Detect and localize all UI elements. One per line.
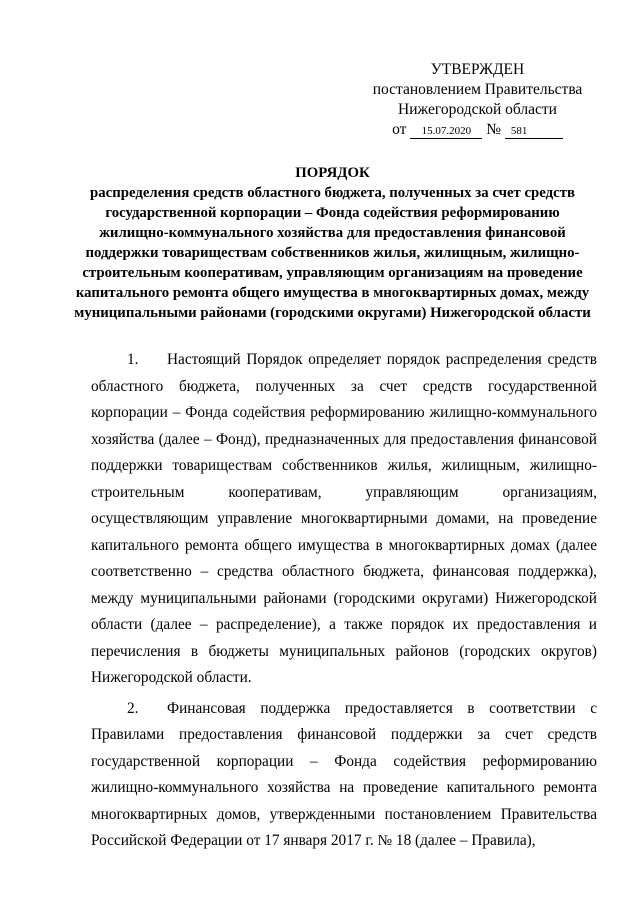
approval-stamp [350, 60, 605, 140]
paragraph [91, 696, 597, 855]
approval-decree-line: постановлением Правительства [372, 81, 583, 98]
document-title [70, 163, 595, 323]
title-heading: ПОРЯДОК [295, 165, 370, 181]
paragraph-text: Финансовая поддержка предоставляется в соответствии с Правилами предоставления финансовой поддержки за счет средств государственной корпорации – Фонда содействия реформированию жилищно-коммунального хозяйства на проведение капитального ремонта многоквартирных домов, утвержденными постановлением Правительства Российской Федерации от 17 января 2017 г. № 18 (далее – Правила), [91, 699, 597, 849]
paragraph-number: 1. [127, 351, 139, 368]
approval-number: 581 [505, 125, 563, 139]
approval-region-line: Нижегородской области [398, 101, 557, 118]
approval-heading: УТВЕРЖДЕН [430, 61, 525, 78]
paragraph [91, 347, 597, 692]
approval-date: 15.07.2020 [410, 125, 482, 139]
title-subtitle: распределения средств областного бюджета, полученных за счет средств государственной корпорации – Фонда содействия реформированию жилищно-коммунального хозяйства для предоставления финансовой поддержки товариществам собственников жилья, жилищным, жилищно-строительным кооперативам, управляющим организациям на проведение капитального ремонта общего имущества в многоквартирных домах, между муниципальными районами (городскими округами) Нижегородской области [74, 185, 591, 321]
approval-date-line [350, 120, 605, 140]
date-prefix: от [392, 121, 407, 138]
number-sign: № [486, 121, 501, 138]
document-body [91, 347, 597, 859]
paragraph-number: 2. [127, 699, 139, 717]
paragraph-text: Настоящий Порядок определяет порядок распределения средств областного бюджета, полученных за счет средств государственной корпорации – Фонда содействия реформированию жилищно-коммунального хозяйства (далее – Фонд), предназначенных для предоставления финансовой поддержки товариществам собственников жилья, жилищным, жилищно-строительным кооперативам, управляющим организациям, осуществляющим управление многоквартирными домами, на проведение капитального ремонта общего имущества в многоквартирных домах (далее соответственно – средства областного бюджета, финансовая поддержка), между муниципальными районами (городскими округами) Нижегородской области (далее – распределение), а также порядок их предоставления и перечисления в бюджеты муниципальных районов (городских округов) Нижегородской области. [91, 351, 597, 686]
